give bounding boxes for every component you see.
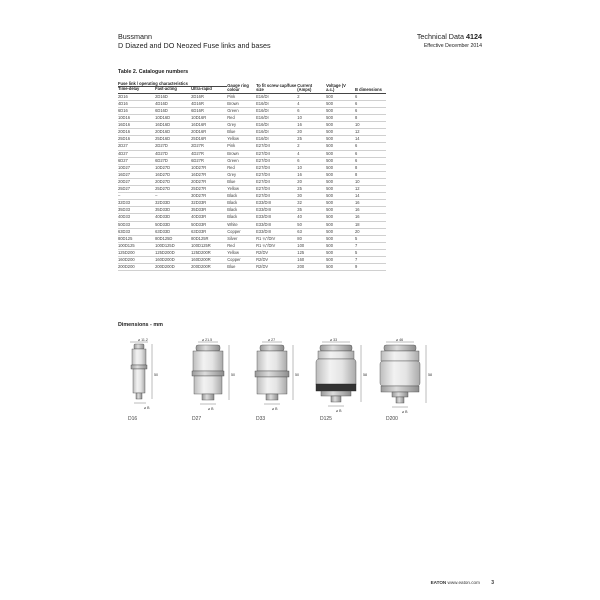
- d16-height: 50: [154, 373, 158, 377]
- cell-screw-cap: R2/DV: [256, 256, 297, 263]
- col-screw-cap: To fit screw cap/fuse size: [256, 83, 297, 93]
- table-row: [118, 242, 386, 249]
- catalogue-table: [118, 82, 386, 271]
- cell-gauge-ring: Blue: [227, 178, 256, 185]
- cell-time-delay: –: [118, 193, 155, 200]
- cell-time-delay: 35D33: [118, 207, 155, 214]
- cell-ultra-rapid: 32D33R: [191, 200, 227, 207]
- cell-ultra-rapid: 10D27R: [191, 164, 227, 171]
- cell-time-delay: 10D16: [118, 115, 155, 122]
- col-time-delay: Time-delay: [118, 87, 155, 93]
- cell-ultra-rapid: 80D125R: [191, 235, 227, 242]
- cell-voltage: 500: [326, 115, 355, 122]
- cell-screw-cap: E16/DI: [256, 129, 297, 136]
- cell-time-delay: 25D27: [118, 186, 155, 193]
- cell-gauge-ring: Blue: [227, 129, 256, 136]
- cell-b-dimensions: 10: [355, 178, 386, 185]
- cell-b-dimensions: 16: [355, 200, 386, 207]
- cell-ultra-rapid: 100D125R: [191, 242, 227, 249]
- col-gauge-ring: Gauge ring colour: [227, 82, 256, 93]
- footer-brand: EATON: [430, 580, 447, 585]
- cell-ultra-rapid: 16D27R: [191, 171, 227, 178]
- cell-voltage: 500: [326, 150, 355, 157]
- cell-current: 200: [297, 264, 326, 271]
- page-number: 3: [491, 580, 494, 586]
- cell-time-delay: 6D27: [118, 157, 155, 164]
- cell-screw-cap: E27/DII: [256, 186, 297, 193]
- cell-b-dimensions: 5: [355, 249, 386, 256]
- cell-voltage: 500: [326, 249, 355, 256]
- d16-label: D16: [128, 416, 138, 422]
- cell-gauge-ring: White: [227, 221, 256, 228]
- cell-current: 4: [297, 150, 326, 157]
- cell-ultra-rapid: 10D16R: [191, 115, 227, 122]
- cell-b-dimensions: 6: [355, 100, 386, 107]
- cell-time-delay: 16D16: [118, 122, 155, 129]
- col-fast-acting: Fast-acting: [155, 87, 191, 93]
- fuse-d33-drawing: [255, 338, 299, 422]
- cell-time-delay: 16D27: [118, 171, 155, 178]
- cell-screw-cap: E33/DIII: [256, 221, 297, 228]
- cell-screw-cap: E16/DI: [256, 122, 297, 129]
- d16-bottom-diameter: ⌀ B: [144, 406, 150, 410]
- cell-voltage: 500: [326, 235, 355, 242]
- cell-gauge-ring: Copper: [227, 256, 256, 263]
- cell-b-dimensions: 12: [355, 129, 386, 136]
- table-row: [118, 122, 386, 129]
- cell-voltage: 500: [326, 214, 355, 221]
- cell-gauge-ring: Red: [227, 115, 256, 122]
- document-title: D Diazed and DO Neozed Fuse links and bases: [118, 40, 271, 50]
- cell-time-delay: 63D33: [118, 228, 155, 235]
- cell-time-delay: 160D200: [118, 256, 155, 263]
- cell-b-dimensions: 7: [355, 256, 386, 263]
- table-row: [118, 178, 386, 185]
- cell-gauge-ring: Blue: [227, 264, 256, 271]
- cell-time-delay: 25D16: [118, 136, 155, 143]
- cell-screw-cap: E27/DII: [256, 171, 297, 178]
- cell-fast-acting: 4D27D: [155, 150, 191, 157]
- cell-time-delay: 200D200: [118, 264, 155, 271]
- cell-b-dimensions: 8: [355, 115, 386, 122]
- cell-ultra-rapid: 2D27R: [191, 143, 227, 150]
- cell-b-dimensions: 6: [355, 108, 386, 115]
- header-left: [118, 33, 271, 50]
- cell-screw-cap: E33/DIII: [256, 207, 297, 214]
- cell-b-dimensions: 18: [355, 221, 386, 228]
- col-ultra-rapid: Ultra-rapid: [191, 87, 227, 93]
- cell-fast-acting: 2D16D: [155, 93, 191, 100]
- cell-fast-acting: 25D27D: [155, 186, 191, 193]
- cell-fast-acting: 16D16D: [155, 122, 191, 129]
- cell-gauge-ring: Yellow: [227, 249, 256, 256]
- cell-gauge-ring: Yellow: [227, 136, 256, 143]
- cell-screw-cap: E27/DII: [256, 150, 297, 157]
- cell-current: 20: [297, 178, 326, 185]
- table-row: [118, 100, 386, 107]
- cell-screw-cap: E16/DI: [256, 100, 297, 107]
- cell-voltage: 500: [326, 186, 355, 193]
- cell-screw-cap: E27/DII: [256, 193, 297, 200]
- cell-ultra-rapid: 125D200R: [191, 249, 227, 256]
- table-row: [118, 228, 386, 235]
- cell-ultra-rapid: 20D27R: [191, 178, 227, 185]
- cell-current: 20: [297, 129, 326, 136]
- cell-ultra-rapid: 20D16R: [191, 129, 227, 136]
- cell-time-delay: 4D16: [118, 100, 155, 107]
- cell-fast-acting: 6D27D: [155, 157, 191, 164]
- footer: [431, 580, 494, 586]
- cell-screw-cap: R1 ¼"/DIV: [256, 242, 297, 249]
- cell-current: 10: [297, 164, 326, 171]
- cell-gauge-ring: Red: [227, 164, 256, 171]
- cell-gauge-ring: Brown: [227, 150, 256, 157]
- cell-fast-acting: 25D16D: [155, 136, 191, 143]
- table-row: [118, 171, 386, 178]
- cell-current: 10: [297, 115, 326, 122]
- cell-fast-acting: 20D27D: [155, 178, 191, 185]
- cell-voltage: 500: [326, 136, 355, 143]
- cell-b-dimensions: 14: [355, 136, 386, 143]
- d27-bottom-diameter: ⌀ B: [208, 407, 214, 411]
- cell-voltage: 500: [326, 242, 355, 249]
- table-row: [118, 249, 386, 256]
- cell-voltage: 500: [326, 228, 355, 235]
- cell-time-delay: 10D27: [118, 164, 155, 171]
- d27-height: 50: [231, 373, 235, 377]
- d33-label: D33: [256, 416, 266, 422]
- cell-time-delay: 100D125: [118, 242, 155, 249]
- d33-top-diameter: ⌀ 27: [268, 338, 276, 342]
- cell-gauge-ring: Black: [227, 214, 256, 221]
- fuse-d200-drawing: [380, 338, 432, 422]
- cell-time-delay: 80D125: [118, 235, 155, 242]
- cell-voltage: 500: [326, 108, 355, 115]
- cell-current: 2: [297, 93, 326, 100]
- cell-ultra-rapid: 63D33R: [191, 228, 227, 235]
- cell-b-dimensions: 8: [355, 164, 386, 171]
- cell-ultra-rapid: 2D16R: [191, 93, 227, 100]
- table-row: [118, 235, 386, 242]
- cell-gauge-ring: Black: [227, 200, 256, 207]
- d125-bottom-diameter: ⌀ B: [336, 409, 342, 413]
- cell-voltage: 500: [326, 207, 355, 214]
- cell-ultra-rapid: 4D27R: [191, 150, 227, 157]
- cell-b-dimensions: 16: [355, 207, 386, 214]
- cell-ultra-rapid: 160D200R: [191, 256, 227, 263]
- cell-fast-acting: 10D27D: [155, 164, 191, 171]
- cell-current: 40: [297, 214, 326, 221]
- cell-fast-acting: 100D125D: [155, 242, 191, 249]
- cell-ultra-rapid: 6D27R: [191, 157, 227, 164]
- cell-ultra-rapid: 200D200R: [191, 264, 227, 271]
- cell-gauge-ring: Pink: [227, 93, 256, 100]
- cell-ultra-rapid: 35D33R: [191, 207, 227, 214]
- cell-fast-acting: 2D27D: [155, 143, 191, 150]
- cell-voltage: 500: [326, 122, 355, 129]
- cell-screw-cap: E33/DIII: [256, 200, 297, 207]
- cell-voltage: 500: [326, 129, 355, 136]
- cell-screw-cap: E33/DIII: [256, 214, 297, 221]
- cell-screw-cap: E16/DI: [256, 115, 297, 122]
- cell-voltage: 500: [326, 264, 355, 271]
- cell-gauge-ring: Copper: [227, 228, 256, 235]
- d200-height: 58: [428, 373, 432, 377]
- table-title: Table 2. Catalogue numbers: [118, 69, 189, 75]
- d33-bottom-diameter: ⌀ B: [272, 407, 278, 411]
- cell-time-delay: 2D16: [118, 93, 155, 100]
- d125-height: 58: [363, 373, 367, 377]
- cell-fast-acting: 4D16D: [155, 100, 191, 107]
- cell-b-dimensions: 6: [355, 150, 386, 157]
- d27-top-diameter: ⌀ 21.5: [202, 338, 213, 342]
- d200-label: D200: [386, 416, 398, 422]
- table-row: [118, 150, 386, 157]
- cell-screw-cap: R2/DV: [256, 249, 297, 256]
- dimensions-drawings: [110, 330, 490, 430]
- cell-fast-acting: 125D200D: [155, 249, 191, 256]
- cell-voltage: 500: [326, 157, 355, 164]
- cell-gauge-ring: Grey: [227, 122, 256, 129]
- d200-bottom-diameter: ⌀ B: [402, 410, 408, 414]
- col-current: Current (Amps): [297, 82, 326, 93]
- cell-fast-acting: 40D33D: [155, 214, 191, 221]
- cell-voltage: 500: [326, 193, 355, 200]
- cell-ultra-rapid: 40D33R: [191, 214, 227, 221]
- cell-b-dimensions: 14: [355, 193, 386, 200]
- table-row: [118, 256, 386, 263]
- table-row: [118, 200, 386, 207]
- dimensions-title: Dimensions - mm: [118, 322, 163, 328]
- fuse-d27-drawing: [192, 338, 235, 422]
- table-row: [118, 108, 386, 115]
- doc-id: [417, 33, 482, 42]
- effective-date: Effective December 2014: [423, 42, 482, 49]
- fuse-d125-drawing: [316, 338, 367, 422]
- cell-fast-acting: 160D200D: [155, 256, 191, 263]
- table-body: [118, 93, 386, 270]
- header-right: [417, 33, 482, 50]
- cell-b-dimensions: 7: [355, 242, 386, 249]
- cell-current: 63: [297, 228, 326, 235]
- cell-current: 100: [297, 242, 326, 249]
- cell-screw-cap: E27/DII: [256, 164, 297, 171]
- cell-fast-acting: 6D16D: [155, 108, 191, 115]
- col-voltage: Voltage (V a.c.): [326, 82, 355, 93]
- cell-screw-cap: E16/DI: [256, 108, 297, 115]
- cell-b-dimensions: 12: [355, 186, 386, 193]
- cell-time-delay: 125D200: [118, 249, 155, 256]
- cell-current: 25: [297, 186, 326, 193]
- cell-ultra-rapid: 16D16R: [191, 122, 227, 129]
- cell-ultra-rapid: 30D27R: [191, 193, 227, 200]
- cell-gauge-ring: Grey: [227, 171, 256, 178]
- doc-label: Technical Data: [416, 32, 464, 41]
- cell-fast-acting: 20D16D: [155, 129, 191, 136]
- cell-fast-acting: 63D33D: [155, 228, 191, 235]
- cell-time-delay: 6D16: [118, 108, 155, 115]
- cell-current: 160: [297, 256, 326, 263]
- cell-screw-cap: E27/DII: [256, 157, 297, 164]
- d125-label: D125: [320, 416, 332, 422]
- table-row: [118, 214, 386, 221]
- cell-current: 32: [297, 200, 326, 207]
- cell-voltage: 500: [326, 178, 355, 185]
- cell-b-dimensions: 9: [355, 264, 386, 271]
- table-row: [118, 193, 386, 200]
- cell-voltage: 500: [326, 143, 355, 150]
- cell-current: 16: [297, 122, 326, 129]
- cell-time-delay: 2D27: [118, 143, 155, 150]
- cell-fast-acting: –: [155, 193, 191, 200]
- table-row: [118, 264, 386, 271]
- fuse-d16-drawing: [128, 338, 158, 422]
- cell-current: 25: [297, 136, 326, 143]
- table-row: [118, 129, 386, 136]
- cell-fast-acting: 50D33D: [155, 221, 191, 228]
- cell-gauge-ring: Green: [227, 157, 256, 164]
- cell-current: 125: [297, 249, 326, 256]
- cell-fast-acting: 10D16D: [155, 115, 191, 122]
- cell-current: 2: [297, 143, 326, 150]
- cell-voltage: 500: [326, 100, 355, 107]
- cell-voltage: 500: [326, 221, 355, 228]
- cell-current: 50: [297, 221, 326, 228]
- cell-gauge-ring: Green: [227, 108, 256, 115]
- group-header: Fuse link / operating characteristics: [118, 82, 227, 87]
- cell-screw-cap: E27/DII: [256, 143, 297, 150]
- d27-label: D27: [192, 416, 202, 422]
- doc-number: 4124: [466, 32, 482, 41]
- cell-screw-cap: E27/DII: [256, 178, 297, 185]
- cell-screw-cap: E16/DI: [256, 136, 297, 143]
- cell-time-delay: 20D16: [118, 129, 155, 136]
- cell-time-delay: 40D33: [118, 214, 155, 221]
- cell-screw-cap: E16/DI: [256, 93, 297, 100]
- cell-screw-cap: R1 ¼"/DIV: [256, 235, 297, 242]
- cell-current: 16: [297, 171, 326, 178]
- cell-b-dimensions: 6: [355, 93, 386, 100]
- cell-current: 4: [297, 100, 326, 107]
- cell-b-dimensions: 20: [355, 228, 386, 235]
- cell-voltage: 500: [326, 93, 355, 100]
- cell-current: 35: [297, 207, 326, 214]
- cell-gauge-ring: Pink: [227, 143, 256, 150]
- cell-b-dimensions: 10: [355, 122, 386, 129]
- table-row: [118, 186, 386, 193]
- cell-ultra-rapid: 4D16R: [191, 100, 227, 107]
- cell-gauge-ring: Yellow: [227, 186, 256, 193]
- table-row: [118, 164, 386, 171]
- cell-fast-acting: 80D125D: [155, 235, 191, 242]
- cell-fast-acting: 16D27D: [155, 171, 191, 178]
- cell-gauge-ring: Black: [227, 193, 256, 200]
- cell-b-dimensions: 5: [355, 235, 386, 242]
- cell-ultra-rapid: 6D16R: [191, 108, 227, 115]
- table-row: [118, 93, 386, 100]
- cell-fast-acting: 200D200D: [155, 264, 191, 271]
- cell-b-dimensions: 6: [355, 143, 386, 150]
- cell-voltage: 500: [326, 256, 355, 263]
- cell-ultra-rapid: 50D33R: [191, 221, 227, 228]
- d125-top-diameter: ⌀ 33: [330, 338, 338, 342]
- cell-ultra-rapid: 25D16R: [191, 136, 227, 143]
- cell-current: 6: [297, 157, 326, 164]
- cell-time-delay: 32D33: [118, 200, 155, 207]
- cell-time-delay: 20D27: [118, 178, 155, 185]
- table-row: [118, 207, 386, 214]
- cell-current: 30: [297, 193, 326, 200]
- cell-screw-cap: E33/DIII: [256, 228, 297, 235]
- cell-voltage: 500: [326, 200, 355, 207]
- table-row: [118, 136, 386, 143]
- cell-ultra-rapid: 25D27R: [191, 186, 227, 193]
- table-row: [118, 143, 386, 150]
- cell-voltage: 500: [326, 171, 355, 178]
- d200-top-diameter: ⌀ 46: [396, 338, 404, 342]
- col-b-dimensions: B dimensions: [355, 82, 386, 93]
- cell-time-delay: 4D27: [118, 150, 155, 157]
- cell-current: 80: [297, 235, 326, 242]
- cell-gauge-ring: Brown: [227, 100, 256, 107]
- cell-current: 6: [297, 108, 326, 115]
- cell-gauge-ring: Silver: [227, 235, 256, 242]
- table-row: [118, 115, 386, 122]
- cell-screw-cap: R2/DV: [256, 264, 297, 271]
- cell-time-delay: 50D33: [118, 221, 155, 228]
- cell-gauge-ring: Black: [227, 207, 256, 214]
- table-row: [118, 157, 386, 164]
- footer-url[interactable]: www.eaton.com: [447, 580, 480, 585]
- cell-gauge-ring: Red: [227, 242, 256, 249]
- cell-fast-acting: 32D33D: [155, 200, 191, 207]
- table-row: [118, 221, 386, 228]
- d33-height: 50: [295, 373, 299, 377]
- brand-name: Bussmann: [118, 32, 152, 41]
- d16-top-diameter: ⌀ 11.2: [138, 338, 148, 342]
- cell-fast-acting: 35D33D: [155, 207, 191, 214]
- cell-voltage: 500: [326, 164, 355, 171]
- cell-b-dimensions: 8: [355, 171, 386, 178]
- cell-b-dimensions: 16: [355, 214, 386, 221]
- cell-b-dimensions: 6: [355, 157, 386, 164]
